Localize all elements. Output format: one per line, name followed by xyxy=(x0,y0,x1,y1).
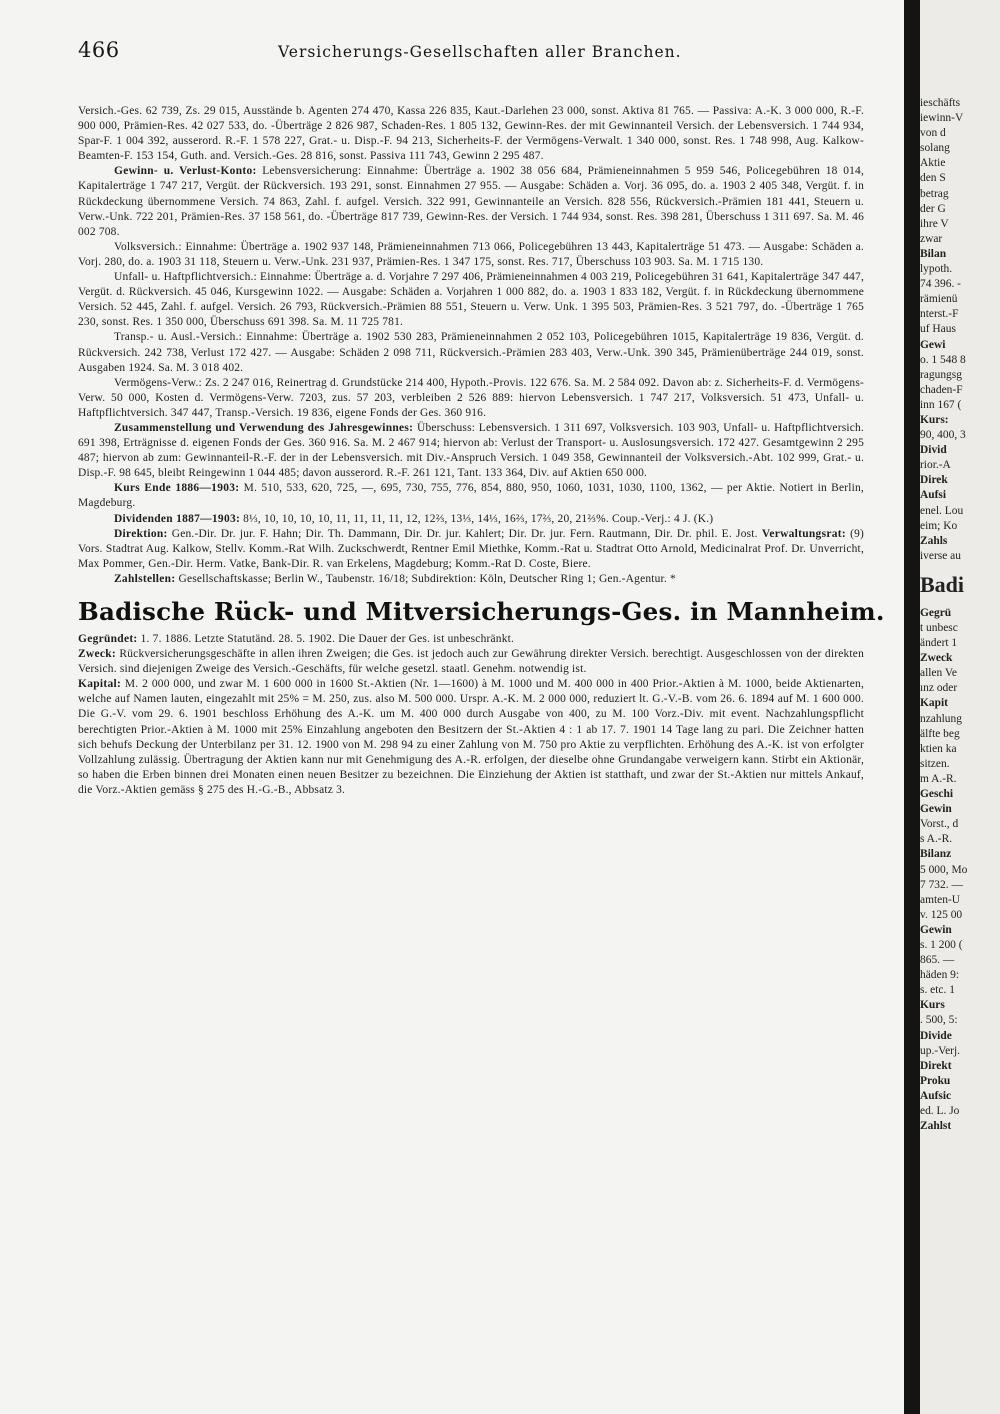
adjacent-column-line: Direk xyxy=(920,474,948,487)
adjacent-column-line: ieschäfts xyxy=(920,97,961,109)
adjacent-column-line: von d xyxy=(920,127,946,140)
adjacent-column-line: ihre V xyxy=(920,217,949,230)
page-header xyxy=(78,38,864,68)
document-page xyxy=(78,38,885,798)
section-magdeburger xyxy=(78,104,864,587)
adjacent-column-line: iverse au xyxy=(920,549,961,562)
adjacent-column-line: lypoth. xyxy=(920,263,953,276)
adjacent-column-line: 74 396. - xyxy=(920,278,961,291)
gegruendet-text: 1. 7. 1886. Letzte Statutänd. 28. 5. 1902. Die Dauer der Ges. ist unbeschränkt. xyxy=(140,633,515,645)
adjacent-column-line: Aufsi xyxy=(920,489,947,502)
zweck-text: Rückversicherungsgeschäfte in allen ihren Zweigen; die Ges. ist jedoch auch zur Gewährung direkter Versich. berechtigt. Ausgeschlossen von der direkten Versich. sind diejenigen Zweige des Versich.-Geschäfts, für welche gesetzl. staatl. Genehm. notwendig ist. xyxy=(78,648,864,676)
adjacent-column-line: Divide xyxy=(920,1029,952,1042)
adjacent-column-line: Zahlst xyxy=(920,1120,952,1133)
zahlstellen-label: Zahlstellen: xyxy=(114,572,176,585)
adjacent-column-line: ragungsg xyxy=(920,368,962,381)
book-gutter xyxy=(904,0,920,1414)
jahresgewinn-text: Überschuss: Lebensversich. 1 311 697, Volksversich. 103 903, Unfall- u. Haftpflichtversich. 691 398, Erträgnisse d. eigenen Fonds der Ges. 360 916. Sa. M. 2 467 914; hiervon ab: Verlust der Transport- u. Auslosungsversich. 172 427. Gesamtgewinn 2 295 487; hiervon ab zum: Gewinnanteil-R.-F. der in der Lebensversich. mit Div.-Anspruch Versich. 1 049 358, Gewinnanteil der Volksversich.-Abt. 102 999, Grat.- u. Disp.-F. 98 645, bleibt Reingewinn 1 044 485; davon ausserord. R.-F. 261 121, Tant. 133 364, Div. auf Aktien 650 000. xyxy=(78,421,864,480)
zahlstellen-paragraph xyxy=(78,572,864,587)
adjacent-column-line: . 500, 5: xyxy=(920,1014,958,1027)
kapital-label: Kapital: xyxy=(78,678,122,691)
adjacent-column-line: Geschi xyxy=(920,788,954,801)
adjacent-column-line: Gewin xyxy=(920,803,952,816)
adjacent-column-line: Aufsic xyxy=(920,1089,952,1102)
adjacent-column-line: Kurs xyxy=(920,999,945,1012)
adjacent-column-line: sitzen. xyxy=(920,757,950,770)
adjacent-column-line: den S xyxy=(920,172,946,185)
guv-text: Lebensversicherung: Einnahme: Überträge a. 1902 38 056 684, Prämieneinnahmen 5 959 546, Policegebühren 18 014, Kapitalerträge 1 747 217, Vergüt. der Rückversich. 193 291, sonst. Einnahmen 27 955. — Ausgabe: Schäden a. Vorj. 36 095, do. a. 1903 2 405 348, Vergüt. f. in Rückdeckung übernommene Versich. 74 863, Zahl. f. aufgel. Versich. 322 991, Gewinnanteile an Versich. 828 556, Rückversich.-Prämien 181 441, Steuern u. Verw.-Unk. 722 201, Prämien-Res. 37 158 561, do. -Überträge 817 739, Gewinn-Res. der Versich. 1 744 934, sonst. Res. 398 281, Überschuss 1 311 697. Sa. M. 46 002 708. xyxy=(78,165,865,238)
section-badische xyxy=(78,632,864,798)
guv-label: Gewinn- u. Verlust-Konto: xyxy=(114,165,257,178)
adjacent-column-line: Proku xyxy=(920,1074,951,1087)
direktion-label: Direktion: xyxy=(114,527,168,540)
bilanz-continued: Versich.-Ges. 62 739, Zs. 29 015, Ausstände b. Agenten 274 470, Kassa 226 835, Kaut.-Darlehen 23 000, sonst. Aktiva 81 765. — Passiva: A.-K. 3 000 000, R.-F. 900 000, Prämien-Res. 42 027 533, do. -Überträge 2 826 987, Schaden-Res. 1 805 132, Gewinn-Res. der mit Gewinnanteil Versich. der Lebensversich. 1 744 934, Spar-F. 1 004 392, ausserord. R.-F. 1 578 227, Grat.- u. Disp.-F. 94 213, Sicherheits-F. der Vermögens-Verwalt. 1 340 000, sonst. Res. 1 748 998, Aug. Kalkow-Beamten-F. 153 154, Guth. and. Versich.-Ges. 28 816, sonst. Passiva 111 743, Gewinn 2 295 487. xyxy=(78,105,864,163)
adjacent-column-line: 90, 400, 3 xyxy=(920,429,966,442)
jahresgewinn-label: Zusammenstellung und Verwendung des Jahresgewinnes: xyxy=(114,421,414,434)
kapital-paragraph xyxy=(78,677,864,798)
adjacent-column-line: 5 000, Mo xyxy=(920,863,968,876)
adjacent-column-line: ktien ka xyxy=(920,742,957,755)
adjacent-page-column xyxy=(920,96,1000,1134)
kurs-paragraph xyxy=(78,481,864,511)
adjacent-column-line: Direkt xyxy=(920,1059,952,1072)
adjacent-column-line: Kapit xyxy=(920,697,948,710)
adjacent-column-line: s A.-R. xyxy=(920,833,953,846)
adjacent-column-line: rior.-A xyxy=(920,459,951,472)
dividenden-label: Dividenden 1887—1903: xyxy=(114,512,241,525)
adjacent-column-line: ed. L. Jo xyxy=(920,1105,960,1117)
volksversicherung-paragraph: Volksversich.: Einnahme: Überträge a. 1902 937 148, Prämieneinnahmen 713 066, Policegebühren 13 443, Kapitalerträge 51 473. — Ausgabe: Schäden a. Vorj. 280, do. a. 1903 31 118, Steuern u. Verw.-Unk. 231 937, Prämien-Res. 1 347 175, sonst. Res. 717, Überschuss 103 903. Sa. M. 1 715 130. xyxy=(78,240,864,268)
adjacent-column-heading: Badi xyxy=(920,571,965,597)
direktion-text: Gen.-Dir. Dr. jur. F. Hahn; Dir. Th. Dammann, Dir. Dr. jur. Kahlert; Dir. Dr. jur. Fern. Rautmann, Dir. Dr. phil. E. Jost. xyxy=(171,527,758,540)
adjacent-column-line: Bilanz xyxy=(920,848,952,861)
adjacent-column-line: m A.-R. xyxy=(920,772,957,785)
verwaltungsrat-text: (9) Vors. Stadtrat Aug. Kalkow, Stellv. Komm.-Rat Wilh. Zuckschwerdt, Rentner Emil Miethke, Komm.-Rat u. Stadtrat Otto Arnold, Medicinalrat Prof. Dr. Unverricht, Max Pommer, Gen.-Dir. Herm. Vatke, Bank-Dir. R. van Erkelens, Magdeburg; Komm.-Rat D. Coste, Biere. xyxy=(78,527,864,570)
jahresgewinn-paragraph xyxy=(78,421,864,481)
company-title: Badische Rück- und Mitversicherungs-Ges. in Mannheim. xyxy=(78,597,885,626)
zweck-paragraph xyxy=(78,647,864,677)
adjacent-column-line: nzahlung xyxy=(920,712,962,725)
adjacent-column-line: chaden-F xyxy=(920,383,963,396)
page-number: 466 xyxy=(78,38,120,62)
adjacent-column-line: eim; Ko xyxy=(920,519,958,532)
adjacent-column-line: Kurs: xyxy=(920,413,949,426)
adjacent-column-line: älfte beg xyxy=(920,727,960,740)
transportversicherung-paragraph: Transp.- u. Ausl.-Versich.: Einnahme: Überträge a. 1902 530 283, Prämieneinnahmen 2 052 103, Policegebühren 1015, Kapitalerträge 19 836, Vergüt. d. Rückversich. 242 738, Verlust 172 427. — Ausgabe: Schäden 2 098 711, Rückversich.-Prämien 283 403, Verw.-Unk. 390 345, Prämienüberträge 244 019, sonst. Ausgaben 1924. Sa. M. 3 018 402. xyxy=(78,331,864,374)
adjacent-column-line: nterst.-F xyxy=(920,308,959,321)
adjacent-column-line: allen Ve xyxy=(920,667,957,680)
dividenden-text: 8⅓, 10, 10, 10, 10, 11, 11, 11, 11, 12, 12⅔, 13⅓, 14⅓, 16⅔, 17⅔, 20, 21⅔%. Coup.-Verj.: 4 J. (K.) xyxy=(243,512,714,525)
adjacent-column-line: up.-Verj. xyxy=(920,1044,961,1057)
kurs-text: M. 510, 533, 620, 725, —, 695, 730, 755, 776, 854, 880, 950, 1060, 1031, 1030, 1100, 1362, — per Aktie. Notiert in Berlin, Magdeburg. xyxy=(78,482,864,510)
adjacent-column-line: inn 167 ( xyxy=(920,398,962,411)
adjacent-column-line: Zweck xyxy=(920,652,953,665)
adjacent-column-line: 865. — xyxy=(920,954,955,967)
unfallversicherung-paragraph: Unfall- u. Haftpflichtversich.: Einnahme: Überträge a. d. Vorjahre 7 297 406, Prämieneinnahmen 4 003 219, Policegebühren 31 641, Kapitalerträge 347 447, Vergüt. d. Rückversich. 45 046, Kursgewinn 1022. — Ausgabe: Schäden a. Vorjahren 1 000 882, do. a. 1903 1 833 182, Vergüt. f. in Rückdeckung übernommene Versich. 52 445, Zahl. f. aufgel. Versich. 26 793, Rückversich.-Prämien 88 551, Steuern u. Verw. Unk. 1 395 503, Prämien-Res. 3 521 797, do. -Überträge 1 765 230, sonst. Res. 1 350 000, Überschuss 691 398. Sa. M. 11 725 781. xyxy=(78,271,864,329)
zahlstellen-text: Gesellschaftskasse; Berlin W., Taubenstr. 16/18; Subdirektion: Köln, Deutscher Ring 1; Gen.-Agentur. * xyxy=(178,572,676,585)
adjacent-column-line: v. 125 00 xyxy=(920,908,963,921)
gegruendet-label: Gegründet: xyxy=(78,633,138,645)
adjacent-column-line: 7 732. — xyxy=(920,878,963,891)
adjacent-column-line: Gegrü xyxy=(920,606,952,619)
vermoegensverwaltung-paragraph: Vermögens-Verw.: Zs. 2 247 016, Reinertrag d. Grundstücke 214 400, Hypoth.-Provis. 122 676. Sa. M. 2 584 092. Davon ab: z. Sicherheits-F. d. Vermögens-Verw. 50 000, Kosten d. Vermögens-Verw. 7203, zus. 57 203, verbleiben 2 526 889: hiervon Lebensversich. 1 747 217, Volksversich. 51 473, Unfall- u. Haftpflichtversich. 347 447, Transp.-Versich. 19 836, eigene Fonds der Ges. 360 916. xyxy=(78,376,864,419)
adjacent-column-line: ändert 1 xyxy=(920,637,958,650)
running-title: Versicherungs-Gesellschaften aller Branchen. xyxy=(278,43,682,61)
direktion-paragraph xyxy=(78,527,864,572)
zweck-label: Zweck: xyxy=(78,648,117,661)
adjacent-column-line: solang xyxy=(920,142,950,155)
adjacent-column-line: o. 1 548 8 xyxy=(920,353,966,366)
adjacent-column-line: Zahls xyxy=(920,534,948,547)
adjacent-column-line: uf Haus xyxy=(920,323,956,336)
adjacent-column-line: enel. Lou xyxy=(920,504,964,517)
adjacent-column-line: Gewi xyxy=(920,338,946,351)
adjacent-column-line: betrag xyxy=(920,187,949,200)
dividenden-paragraph xyxy=(78,512,864,527)
adjacent-column-line: ınz oder xyxy=(920,682,958,695)
adjacent-column-line: Bilan xyxy=(920,247,947,260)
adjacent-column-line: s. 1 200 ( xyxy=(920,938,963,951)
gegruendet-paragraph xyxy=(78,632,864,647)
adjacent-column-line: t unbesc xyxy=(920,622,958,634)
adjacent-column-line: zwar xyxy=(920,232,943,245)
guv-paragraph xyxy=(78,164,864,239)
kapital-text: M. 2 000 000, und zwar M. 1 600 000 in 1600 St.-Aktien (Nr. 1—1600) à M. 1000 und M. 400 000 in 400 Prior.-Aktien à M. 1000, beide Aktienarten, welche auf Namen lauten, eingezahlt mit 25% = M. 250, zus. also M. 500 000. Urspr. A.-K. M. 2 000 000, reduziert lt. G.-V.-B. vom 26. 6. 1894 auf M. 1 600 000. Die G.-V. vom 29. 6. 1901 beschloss Erhöhung des A.-K. um M. 400 000 durch Ausgabe von 400, zu M. 100 Vorz.-Div. mit event. Nachzahlungspflicht berechtigten Prior.-Aktien à M. 1000 mit 25% Einzahlung angeboten den Besitzern der St.-Aktien 4 : 1 ab 17. 7. 1901 14 Tage lang zu pari. Die Zeichner hatten sich behufs Deckung der Unterbilanz per 31. 12. 1900 von M. 298 94 zu einer Zahlung von M. 750 pro Aktie zu verpflichten. Erhöhung des A.-K. ist von erfolgter Vollzahlung zulässig. Übertragung der Aktien kann nur mit Genehmigung des A.-R. erfolgen, der dieselbe ohne Grundangabe verweigern kann. Stirbt ein Aktionär, so haben die Erben binnen drei Monaten einen neuen Besitzer zu bezeichnen. Die Einziehung der Aktien ist statthaft, und zwar der St.-Aktien nur mittels Ankauf, die Vorz.-Aktien gemäss § 275 des H.-G.-B., Abbsatz 3. xyxy=(78,678,864,796)
adjacent-column-line: amten-U xyxy=(920,893,961,906)
adjacent-column-line: rämienü xyxy=(920,293,958,306)
adjacent-column-line: s. etc. 1 xyxy=(920,984,955,997)
adjacent-column-line: häden 9: xyxy=(920,969,960,982)
adjacent-column-line: Vorst., d xyxy=(920,818,959,831)
adjacent-column-line: Divid xyxy=(920,444,947,457)
adjacent-column-line: der G xyxy=(920,202,946,215)
kurs-label: Kurs Ende 1886—1903: xyxy=(114,482,240,495)
adjacent-column-line: Aktie xyxy=(920,157,946,170)
verwaltungsrat-label: Verwaltungsrat: xyxy=(761,527,846,540)
adjacent-column-line: Gewin xyxy=(920,923,952,936)
adjacent-column-line: iewinn-V xyxy=(920,112,964,125)
